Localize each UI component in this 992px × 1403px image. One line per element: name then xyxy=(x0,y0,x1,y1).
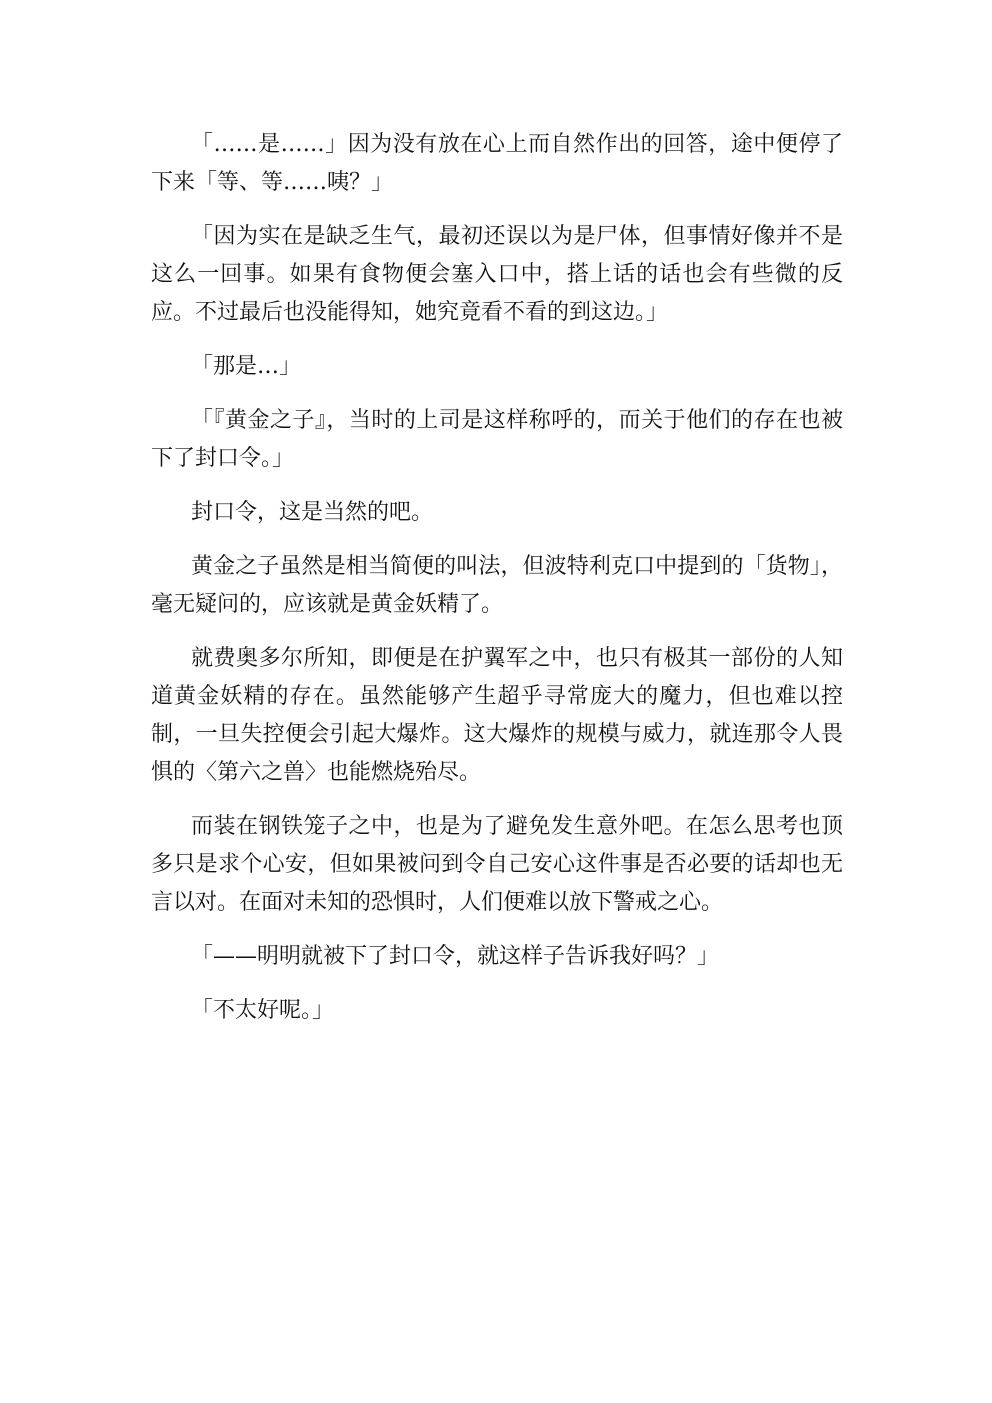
paragraph: 封口令，这是当然的吧。 xyxy=(191,500,434,525)
document-page xyxy=(151,126,843,1046)
paragraph: 而装在钢铁笼子之中，也是为了避免发生意外吧。在怎么思考也顶多只是求个心安，但如果被问到令自己安心这件事是否必要的话却也无言以对。在面对未知的恐惧时，人们便难以放下警戒之心。 xyxy=(151,814,843,915)
paragraph: 「因为实在是缺乏生气，最初还误以为是尸体，但事情好像并不是这么一回事。如果有食物便会塞入口中，搭上话的话也会有些微的反应。不过最后也没能得知，她究竟看不看的到这边。」 xyxy=(151,224,843,325)
paragraph: 就费奥多尔所知，即便是在护翼军之中，也只有极其一部份的人知道黄金妖精的存在。虽然能够产生超乎寻常庞大的魔力，但也难以控制，一旦失控便会引起大爆炸。这大爆炸的规模与威力，就连那令人畏惧的〈第六之兽〉也能燃烧殆尽。 xyxy=(151,646,843,785)
paragraph: 「『黄金之子』，当时的上司是这样称呼的，而关于他们的存在也被下了封口令。」 xyxy=(151,408,843,471)
paragraph: 黄金之子虽然是相当简便的叫法，但波特利克口中提到的「货物」，毫无疑问的，应该就是黄金妖精了。 xyxy=(151,554,843,617)
paragraph: 「那是…」 xyxy=(191,354,302,379)
paragraph: 「不太好呢。」 xyxy=(191,998,335,1023)
paragraph: 「……是……」因为没有放在心上而自然作出的回答，途中便停了下来「等、等……咦？」 xyxy=(151,132,843,195)
paragraph: 「——明明就被下了封口令，就这样子告诉我好吗？」 xyxy=(191,944,720,969)
